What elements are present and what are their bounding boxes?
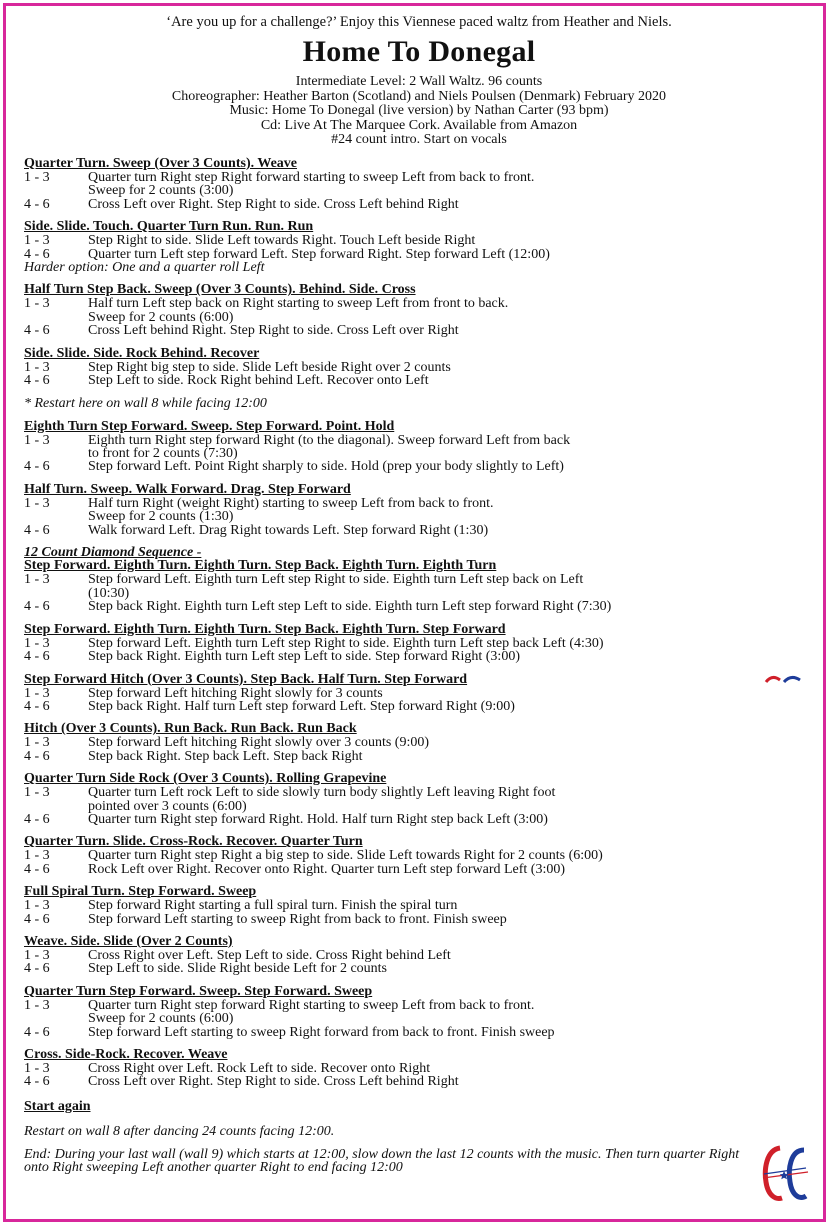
step-text: Eighth turn Right step forward Right (to the diagonal). Sweep forward Left from back	[88, 432, 571, 448]
count: 1 - 3	[24, 432, 50, 448]
section-title: Side. Slide. Touch. Quarter Turn Run. Run. Run	[24, 219, 314, 235]
count: 1 - 3	[24, 848, 50, 864]
count: 4 - 6	[24, 861, 50, 877]
count: 1 - 3	[24, 635, 50, 651]
count: 1 - 3	[24, 233, 50, 249]
count: 4 - 6	[24, 246, 50, 262]
section-1	[24, 220, 814, 274]
section-title: Half Turn Step Back. Sweep (Over 3 Counts). Behind. Side. Cross	[24, 282, 416, 298]
section-2	[24, 283, 814, 337]
count	[24, 510, 88, 523]
step-row	[24, 863, 814, 876]
section-title: Side. Slide. Side. Rock Behind. Recover	[24, 345, 260, 361]
restart-instruction: Restart on wall 8 after dancing 24 counts facing 12:00.	[24, 1123, 335, 1139]
count: 4 - 6	[24, 698, 50, 714]
count	[24, 184, 88, 197]
step-row	[24, 637, 814, 650]
step-text: to front for 2 counts (7:30)	[88, 446, 238, 462]
step-text: Cross Right over Left. Rock Left to side. Recover onto Right	[88, 1061, 431, 1077]
step-text: Step Right to side. Slide Left towards Right. Touch Left beside Right	[88, 233, 476, 249]
step-text: Step forward Left hitching Right slowly over 3 counts (9:00)	[88, 735, 429, 751]
step-text: Half turn Right (weight Right) starting to sweep Left from back to front.	[88, 495, 494, 511]
count: 1 - 3	[24, 997, 50, 1013]
ending-instruction: End: During your last wall (wall 9) which starts at 12:00, slow down the last 12 counts with the music. Then turn quarter Right onto Right sweeping Left another quarter Right to end facing 12:00	[24, 1147, 740, 1176]
step-row	[24, 198, 814, 211]
step-row	[24, 460, 814, 473]
step-row	[24, 899, 814, 912]
count: 1 - 3	[24, 735, 50, 751]
step-row	[24, 786, 814, 799]
step-row	[24, 1062, 814, 1075]
step-text: Walk forward Left. Drag Right towards Left. Step forward Right (1:30)	[88, 522, 489, 538]
section-title: Full Spiral Turn. Step Forward. Sweep	[24, 884, 257, 900]
step-row	[24, 324, 814, 337]
step-text: Sweep for 2 counts (3:00)	[88, 183, 234, 199]
count: 4 - 6	[24, 373, 50, 389]
choreographer-line: Choreographer: Heather Barton (Scotland) and Niels Poulsen (Denmark) February 2020	[171, 88, 667, 104]
count	[24, 800, 88, 813]
count: 4 - 6	[24, 748, 50, 764]
section-title: Eighth Turn Step Forward. Sweep. Step Forward. Point. Hold	[24, 418, 395, 434]
section-title: Quarter Turn. Slide. Cross-Rock. Recover. Quarter Turn	[24, 834, 363, 850]
step-row	[24, 1012, 814, 1025]
step-text: Step back Right. Step back Left. Step back Right	[88, 748, 363, 764]
dance-title: Home To Donegal	[302, 35, 536, 68]
count	[24, 311, 88, 324]
step-row	[24, 687, 814, 700]
step-text: Quarter turn Right step forward Right. Hold. Half turn Right step back Left (3:00)	[88, 811, 548, 827]
count: 1 - 3	[24, 947, 50, 963]
step-text: Step forward Left starting to sweep Right from back to front. Finish sweep	[88, 911, 507, 927]
step-text: Step Left to side. Slide Right beside Left for 2 counts	[88, 961, 388, 977]
step-row	[24, 361, 814, 374]
step-row	[24, 234, 814, 247]
step-text: Quarter turn Right step Right a big step to side. Slide Left towards Right for 2 counts (6:00)	[88, 848, 603, 864]
step-text: Quarter turn Left step forward Left. Step forward Right. Step forward Left (12:00)	[88, 246, 550, 262]
step-row	[24, 447, 814, 460]
step-text: Step Right big step to side. Slide Left beside Right over 2 counts	[88, 359, 451, 375]
cc-logo-icon	[760, 1140, 810, 1206]
count: 1 - 3	[24, 572, 50, 588]
step-text: Step forward Left. Eighth turn Left step Right to side. Eighth turn Left step back on Left	[88, 572, 584, 588]
logo-fragment-icon	[764, 673, 804, 683]
count: 1 - 3	[24, 495, 50, 511]
step-text: Step forward Right starting a full spiral turn. Finish the spiral turn	[88, 898, 458, 914]
count: 4 - 6	[24, 1024, 50, 1040]
section-title: Cross. Side-Rock. Recover. Weave	[24, 1047, 228, 1063]
count: 4 - 6	[24, 811, 50, 827]
count: 1 - 3	[24, 359, 50, 375]
step-row	[24, 813, 814, 826]
section-title: Quarter Turn. Sweep (Over 3 Counts). Weave	[24, 155, 298, 171]
restart-marker: * Restart here on wall 8 while facing 12:00	[24, 396, 267, 412]
count: 1 - 3	[24, 898, 50, 914]
step-row	[24, 184, 814, 197]
step-row	[24, 750, 814, 763]
step-text: Half turn Left step back on Right starting to sweep Left from front to back.	[88, 296, 509, 312]
count: 1 - 3	[24, 785, 50, 801]
step-row	[24, 171, 814, 184]
count: 4 - 6	[24, 522, 50, 538]
harder-option-note: Harder option: One and a quarter roll Left	[24, 260, 265, 275]
step-row	[24, 999, 814, 1012]
start-again-heading: Start again	[24, 1098, 91, 1114]
section-title: Step Forward. Eighth Turn. Eighth Turn. Step Back. Eighth Turn. Eighth Turn	[24, 558, 497, 574]
section-15	[24, 1048, 814, 1089]
count: 4 - 6	[24, 196, 50, 212]
step-row	[24, 736, 814, 749]
section-11	[24, 835, 814, 876]
step-row	[24, 913, 814, 926]
level-line: Intermediate Level: 2 Wall Waltz. 96 counts	[295, 74, 543, 89]
step-row	[24, 1026, 814, 1039]
count: 1 - 3	[24, 1061, 50, 1077]
step-text: Step back Right. Eighth turn Left step Left to side. Eighth turn Left step forward Right (7:30)	[88, 599, 612, 615]
step-row	[24, 949, 814, 962]
step-text: Cross Left behind Right. Step Right to side. Cross Left over Right	[88, 323, 459, 339]
step-row	[24, 962, 814, 975]
step-row	[24, 524, 814, 537]
section-14	[24, 985, 814, 1039]
step-text: Cross Left over Right. Step Right to side. Cross Left behind Right	[88, 1074, 459, 1090]
section-title: Weave. Side. Slide (Over 2 Counts)	[24, 933, 233, 949]
count: 4 - 6	[24, 961, 50, 977]
section-title: Quarter Turn Side Rock (Over 3 Counts). Rolling Grapevine	[24, 771, 387, 787]
section-title: Step Forward. Eighth Turn. Eighth Turn. Step Back. Eighth Turn. Step Forward	[24, 621, 506, 637]
music-line: Music: Home To Donegal (live version) by Nathan Carter (93 bpm)	[229, 103, 609, 119]
diamond-sequence-heading: 12 Count Diamond Sequence -	[24, 545, 202, 561]
step-row	[24, 311, 814, 324]
section-10	[24, 772, 814, 826]
cd-line: Cd: Live At The Marquee Cork. Available from Amazon	[260, 117, 578, 133]
step-row	[24, 497, 814, 510]
section-title: Step Forward Hitch (Over 3 Counts). Step Back. Half Turn. Step Forward	[24, 671, 468, 687]
step-text: Step back Right. Eighth turn Left step Left to side. Step forward Right (3:00)	[88, 649, 520, 665]
step-text: Cross Right over Left. Step Left to side. Cross Right behind Left	[88, 947, 451, 963]
count	[24, 587, 88, 600]
step-row	[24, 1075, 814, 1088]
step-row	[24, 600, 814, 613]
section-0	[24, 157, 814, 211]
count: 4 - 6	[24, 1074, 50, 1090]
count: 1 - 3	[24, 685, 50, 701]
step-row	[24, 374, 814, 387]
intro-text: ‘Are you up for a challenge?’ Enjoy this Viennese paced waltz from Heather and Niels.	[166, 14, 672, 30]
step-text: pointed over 3 counts (6:00)	[88, 798, 247, 814]
step-text: Step forward Left. Point Right sharply to side. Hold (prep your body slightly to Left)	[88, 459, 564, 475]
count: 4 - 6	[24, 649, 50, 665]
step-row	[24, 700, 814, 713]
step-row	[24, 650, 814, 663]
intro-count-line: #24 count intro. Start on vocals	[331, 132, 507, 148]
section-9	[24, 722, 814, 763]
step-row	[24, 297, 814, 310]
section-4	[24, 420, 814, 474]
section-3	[24, 347, 814, 388]
step-row	[24, 434, 814, 447]
count	[24, 1012, 88, 1025]
count: 4 - 6	[24, 599, 50, 615]
section-title: Hitch (Over 3 Counts). Run Back. Run Back. Run Back	[24, 721, 357, 737]
step-text: Rock Left over Right. Recover onto Right. Quarter turn Left step forward Left (3:00)	[88, 861, 566, 877]
count: 4 - 6	[24, 459, 50, 475]
step-row	[24, 800, 814, 813]
stepsheet	[24, 14, 814, 1174]
step-text: Quarter turn Right step forward Right starting to sweep Left from back to front.	[88, 997, 535, 1013]
step-text: Step forward Left. Eighth turn Left step Right to side. Eighth turn Left step back Left (4:30)	[88, 635, 604, 651]
step-row	[24, 587, 814, 600]
step-text: (10:30)	[88, 585, 130, 601]
step-row	[24, 248, 814, 261]
section-5	[24, 483, 814, 537]
step-row	[24, 510, 814, 523]
count	[24, 447, 88, 460]
step-text: Quarter turn Right step Right forward starting to sweep Left from back to front.	[88, 169, 535, 185]
dance-meta	[24, 75, 814, 148]
count: 4 - 6	[24, 911, 50, 927]
step-text: Quarter turn Left rock Left to side slowly turn body slightly Left leaving Right foot	[88, 785, 556, 801]
step-text: Step forward Left hitching Right slowly for 3 counts	[88, 685, 383, 701]
count: 4 - 6	[24, 323, 50, 339]
step-text: Step back Right. Half turn Left step forward Left. Step forward Right (9:00)	[88, 698, 515, 714]
section-13	[24, 935, 814, 976]
step-text: Sweep for 2 counts (6:00)	[88, 1011, 234, 1027]
section-title: Half Turn. Sweep. Walk Forward. Drag. Step Forward	[24, 481, 351, 497]
section-12	[24, 885, 814, 926]
section-8	[24, 673, 814, 714]
step-row	[24, 849, 814, 862]
step-row	[24, 573, 814, 586]
section-title: Quarter Turn Step Forward. Sweep. Step Forward. Sweep	[24, 983, 373, 999]
step-text: Sweep for 2 counts (1:30)	[88, 509, 234, 525]
section-7	[24, 623, 814, 664]
step-text: Step forward Left starting to sweep Right forward from back to front. Finish sweep	[88, 1024, 555, 1040]
step-text: Sweep for 2 counts (6:00)	[88, 309, 234, 325]
section-6	[24, 559, 814, 613]
count: 1 - 3	[24, 296, 50, 312]
count: 1 - 3	[24, 169, 50, 185]
step-text: Step Left to side. Rock Right behind Left. Recover onto Left	[88, 373, 429, 389]
step-text: Cross Left over Right. Step Right to side. Cross Left behind Right	[88, 196, 459, 212]
